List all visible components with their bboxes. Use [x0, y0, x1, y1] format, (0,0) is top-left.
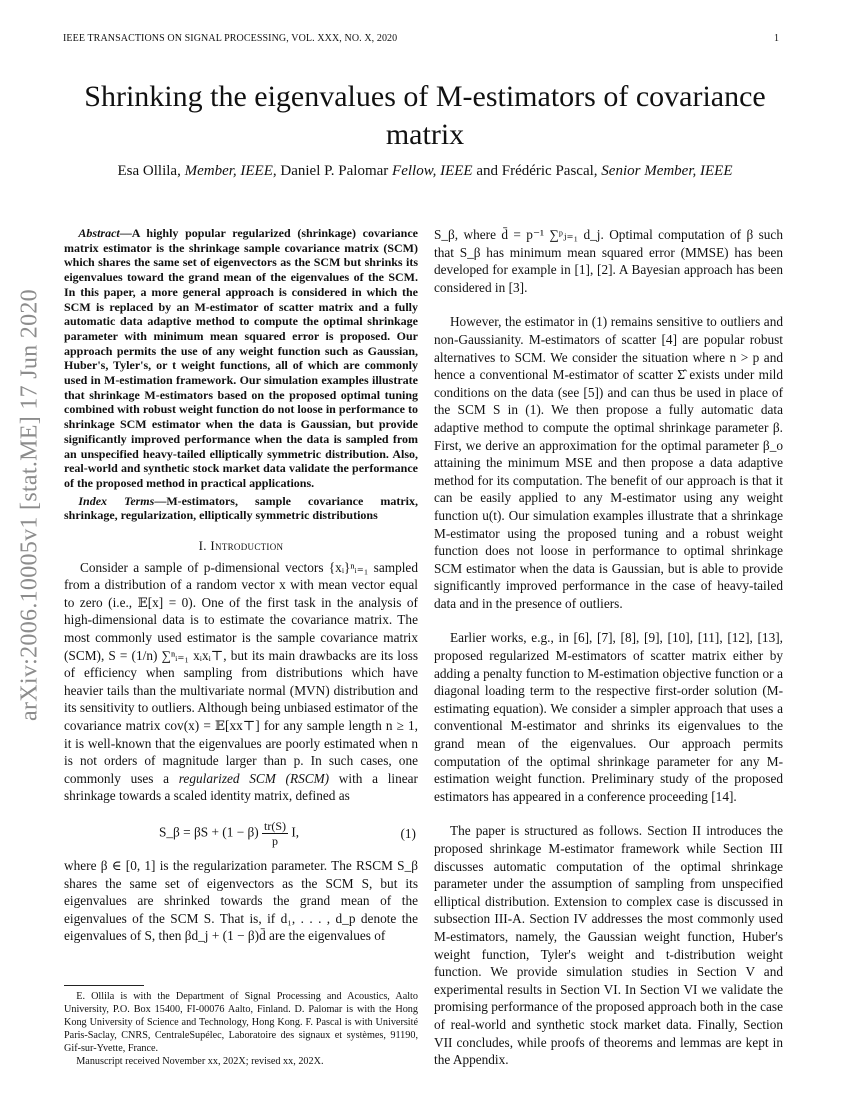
author-2-role: Fellow, IEEE	[392, 163, 473, 179]
section-heading-introduction	[64, 537, 418, 555]
arxiv-watermark-text: arXiv:2006.10005v1 [stat.ME] 17 Jun 2020	[16, 289, 43, 721]
equation-fraction	[262, 819, 288, 848]
paper-title: Shrinking the eigenvalues of M-estimators of covariance matrix	[84, 80, 766, 151]
right-column	[434, 226, 783, 1069]
page-number: 1	[774, 33, 779, 44]
abstract-text: —A highly popular regularized (shrinkage) covariance matrix estimator is the shrinkage sample covariance matrix (SCM) which shares the same set of eigenvectors as the SCM but shrinks its eigenvalues toward the grand mean of the eigenvalues of the SCM. In this paper, a more general approach is considered in which the SCM is replaced by an M-estimator of scatter matrix and a fully automatic data adaptive method to compute the optimal shrinkage parameter with minimum mean squared error is proposed. Our approach permits the use of any weight function such as Gaussian, Huber's, Tyler's, or t weight functions, all of which are commonly used in M-estimation framework. Our simulation examples illustrate that shrinkage M-estimators based on the proposed optimal tuning combined with robust weight function do not loose in performance to shrinkage SCM estimator when the data is Gaussian, but provide significantly improved performance when the data is sampled from an unspecified heavy-tailed elliptically symmetric distribution. Also, real-world and synthetic stock market data validate the performance of the proposed method in practical applications.	[64, 226, 418, 490]
footnote-affiliations: E. Ollila is with the Department of Signal Processing and Acoustics, Aalto University, P.O. Box 15400, FI-00076 Aalto, Finland. D. Palomar is with the Hong Kong University of Science and Technology, Hong Kong. F. Pascal is with Université Paris-Saclay, CNRS, CentraleSupélec, Laboratoire des signaux et systèmes, 91190, Gif-sur-Yvette, France.	[64, 991, 418, 1054]
intro-paragraph-2: where β ∈ [0, 1] is the regularization parameter. The RSCM S_β shares the same set of eigenvectors as the SCM S, but its eigenvalues are shrinked towards the grand mean of the eigenvalues of the SCM S. That is, if d₁, . . . , d_p denote the eigenvalues of S, then βd_j + (1 − β)d̄ are the eigenvalues of	[64, 857, 418, 944]
equation-rhs: I,	[291, 824, 300, 840]
equation-1	[64, 811, 418, 851]
fraction-numerator: tr(S)	[264, 818, 287, 833]
fraction-denominator: p	[272, 833, 279, 848]
index-terms	[64, 494, 418, 523]
right-paragraph-3: The paper is structured as follows. Section II introduces the proposed shrinkage M-estimator framework while Section III discusses automatic computation of the optimal shrinkage parameter under the assumption of sampling from unspecified elliptical distribution. Extension to complex case is discussed in subsection III-A. Section IV addresses the most commonly used M-estimators, namely, the Gaussian weight function, Huber's weight function, Tyler's weight and t-distribution weight function. We provide simulation studies in Section V and experimental results in Section VI. In Section VI we validate the promising performance of the proposed approach both in the case of real-world and synthetic stock market data. Finally, Section VII concludes, while proofs of theorems and lemmas are kept in the Appendix.	[434, 823, 783, 1068]
intro-p1-text: Consider a sample of p-dimensional vectors {xᵢ}ⁿᵢ₌₁ sampled from a distribution of a random vector x with mean vector equal to zero (i.e., 𝔼[x] = 0). One of the first task in the analysis of high-dimensional data is to estimate the covariance matrix. The most commonly used estimator is the sample covariance matrix (SCM), S = (1/n) ∑ⁿᵢ₌₁ xᵢxᵢ⊤, but its main drawbacks are its loss of efficiency when sampling from distributions which have heavier tails than the multivariate normal (MVN) distribution and its sensitivity to outliers. Although being unbiased estimator of the covariance matrix cov(x) = 𝔼[xx⊤] for any sample length n ≥ 1, it is well-known that the eigenvalues are poorly estimated when n is not orders of magnitude larger than p. In such cases, one commonly uses a	[64, 559, 418, 786]
author-3-role: Senior Member, IEEE	[601, 163, 733, 179]
abstract	[64, 226, 418, 491]
arxiv-watermark	[8, 290, 52, 720]
author-1-role: Member, IEEE	[184, 163, 273, 179]
equation-body	[159, 819, 299, 848]
footnote-rule	[64, 985, 144, 986]
left-column	[64, 226, 418, 945]
index-terms-label: Index Terms	[78, 493, 155, 508]
section-title: Introduction	[210, 538, 284, 554]
right-paragraph-1: However, the estimator in (1) remains sensitive to outliers and non-Gaussianity. M-estimators of scatter [4] are popular robust alternatives to SCM. We consider the situation where n > p and hence a conventional M-estimator of scatter Σ̂ exists under mild conditions on the data (see [5]) and can thus be used in place of the SCM S in (1). We then propose a fully automatic data adaptive method to compute the optimal shrinkage parameter β. First, we derive an approximation for the optimal parameter β_o attaining the minimum MSE and then propose a data adaptive method for its computation. The benefit of our approach is that it can be easily applied to any M-estimator using any weight function u(t). Our simulation examples illustrate that a shrinkage M-estimator using the proposed tuning and a robust weight function does not loose in performance to optimal shrinkage SCM estimator when the data is Gaussian, but is able to provide significantly improved performance in the case of heavy-tailed data and in the presence of outliers.	[434, 314, 783, 611]
equation-lhs: S_β = βS + (1 − β)	[159, 824, 259, 840]
intro-paragraph-1	[64, 559, 418, 805]
footnotes	[64, 990, 418, 1068]
author-1: Esa Ollila,	[117, 163, 185, 179]
intro-p1-emphasis: regularized SCM (RSCM)	[178, 770, 330, 786]
index-terms-text: —M-estimators, sample covariance matrix, shrinkage, regularization, elliptically symmetric distributions	[64, 493, 418, 523]
right-paragraph-2: Earlier works, e.g., in [6], [7], [8], [9], [10], [11], [12], [13], proposed regularized M-estimators of scatter matrix either by adding a penalty function to M-estimation objective function or a diagonal loading term to the respective first-order solution (M-estimating equation). We consider a simpler approach that uses a conventional M-estimator and shrinks its eigenvalues to the grand mean of the eigenvalues. Our approach permits computation of the optimal shrinkage parameter for any M-estimation weight function. Preliminary study of the proposed estimators has appeared in a conference proceeding [14].	[434, 630, 783, 804]
author-line	[60, 163, 790, 180]
abstract-label: Abstract	[78, 226, 120, 240]
author-3: and Frédéric Pascal,	[472, 163, 602, 179]
footnote-manuscript: Manuscript received November xx, 202X; revised xx, 202X.	[76, 1056, 324, 1067]
right-paragraph-0: S_β, where d̄ = p⁻¹ ∑ᵖⱼ₌₁ d_j. Optimal computation of β such that S_β has minimum mean squared error (MMSE) has been developed for example in [1], [2]. A Bayesian approach has been considered in [3].	[434, 227, 783, 295]
author-2: , Daniel P. Palomar	[272, 163, 393, 179]
intro-p1-end: with a linear shrinkage towards a scaled identity matrix, defined as	[64, 770, 418, 804]
equation-number: (1)	[400, 825, 416, 841]
section-numeral: I.	[198, 538, 207, 554]
running-head: IEEE TRANSACTIONS ON SIGNAL PROCESSING, VOL. XXX, NO. X, 2020	[63, 33, 398, 44]
